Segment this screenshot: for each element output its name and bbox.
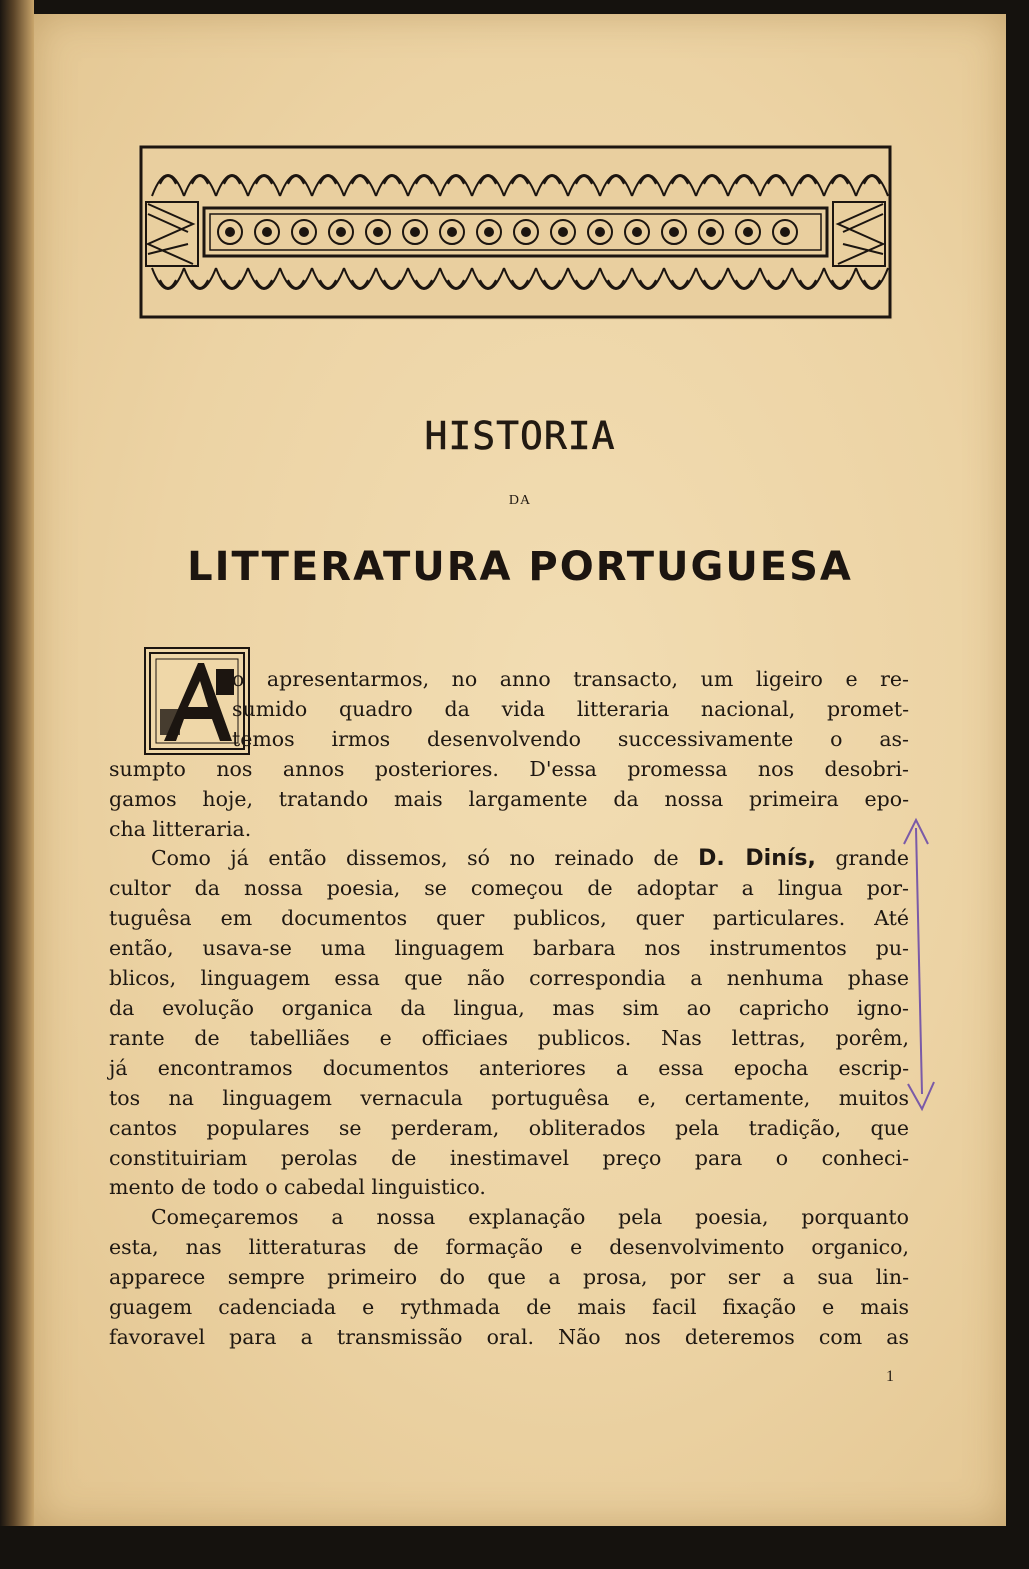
text-line: sumpto nos annos posteriores. D'essa promessa nos desobri-: [109, 756, 909, 781]
text-line: esta, nas litteraturas de formação e desenvolvimento organico,: [109, 1235, 909, 1260]
book-page: [34, 14, 1006, 1526]
title-da: DA: [508, 493, 532, 508]
handwritten-margin-arrow: [892, 814, 942, 1124]
text-line: então, usava-se uma linguagem barbara nos instrumentos pu-: [109, 936, 909, 961]
text-line: rante de tabelliães e officiaes publicos. Nas lettras, porêm,: [109, 1025, 909, 1050]
text-line: já encontramos documentos anteriores a essa epocha escrip-: [109, 1055, 909, 1080]
text-line: temos irmos desenvolvendo successivamente o as-: [232, 726, 909, 751]
text-line: favoravel para a transmissão oral. Não nos deteremos com as: [109, 1324, 909, 1349]
text-line-with-name: [109, 844, 909, 874]
title-litteratura-portuguesa: LITTERATURA PORTUGUESA: [187, 544, 853, 590]
text-line: cantos populares se perderam, obliterados pela tradição, que: [109, 1115, 909, 1140]
text-line: gamos hoje, tratando mais largamente da nossa primeira epo-: [109, 786, 909, 811]
text-line: apparece sempre primeiro do que a prosa, por ser a sua lin-: [109, 1265, 909, 1290]
text-line: Começaremos a nossa explanação pela poesia, porquanto: [151, 1205, 909, 1230]
name-d-dinis: D. Dinís,: [698, 846, 816, 872]
text-line: tuguêsa em documentos quer publicos, quer particulares. Até: [109, 906, 909, 931]
book-gutter: [0, 0, 34, 1569]
title-historia: HISTORIA: [424, 414, 616, 458]
page-number: 1: [886, 1368, 894, 1385]
scan-bottom-edge: [0, 1526, 1029, 1569]
text-segment: grande: [835, 846, 909, 871]
text-line: guagem cadenciada e rythmada de mais facil fixação e mais: [109, 1295, 909, 1320]
text-line: o apresentarmos, no anno transacto, um ligeiro e re-: [232, 667, 909, 691]
text-line: cha litteraria.: [109, 816, 252, 841]
text-line: cultor da nossa poesia, se começou de adoptar a lingua por-: [109, 876, 909, 901]
body-text: [109, 665, 909, 1353]
text-line: constituiriam perolas de inestimavel preço para o conheci-: [109, 1145, 909, 1170]
text-line: da evolução organica da lingua, mas sim ao capricho igno-: [109, 995, 909, 1020]
text-line: sumido quadro da vida litteraria nacional, promet-: [232, 696, 909, 721]
text-line: blicos, linguagem essa que não correspondia a nenhuma phase: [109, 966, 909, 991]
text-segment: Como já então dissemos, só no reinado de: [151, 846, 679, 871]
ornamental-header-band: [138, 144, 893, 320]
text-line: tos na linguagem vernacula portuguêsa e, certamente, muitos: [109, 1085, 909, 1110]
text-line: mento de todo o cabedal linguistico.: [109, 1175, 486, 1200]
